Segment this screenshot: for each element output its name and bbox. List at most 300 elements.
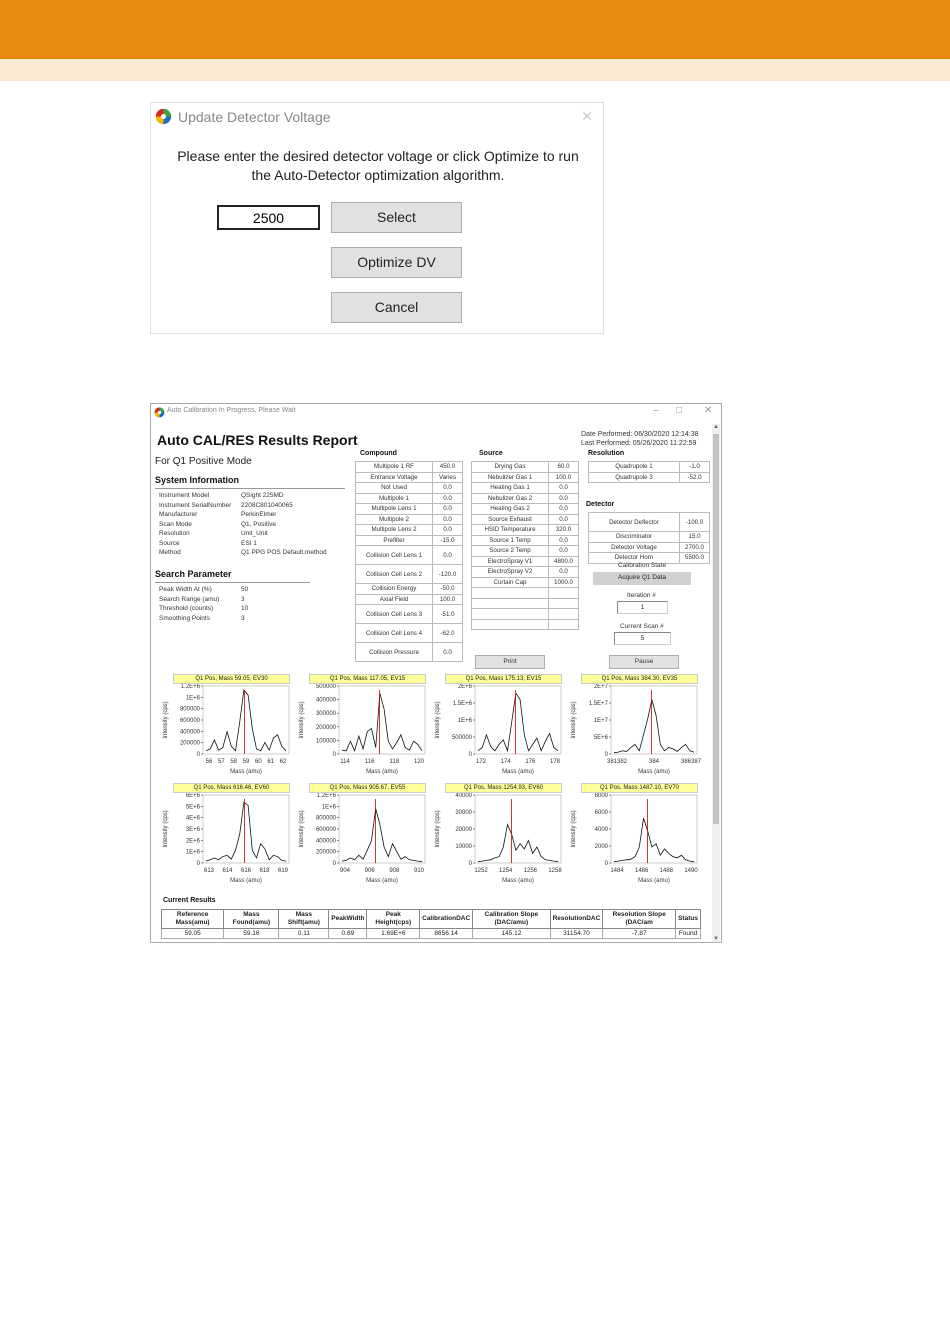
param-value: -120.0	[433, 565, 463, 584]
x-tick-label: 114	[340, 759, 350, 765]
param-value: 0.0	[433, 483, 463, 494]
y-tick-label: 5E+6	[185, 804, 200, 811]
param-name: Quadrupole 1	[589, 462, 680, 473]
param-value: Varies	[433, 472, 463, 483]
y-axis-label: Intensity (cps)	[299, 701, 305, 739]
plot-frame	[203, 795, 289, 863]
y-tick-label: 0	[196, 861, 200, 867]
table-row	[589, 542, 710, 553]
param-name: HSID Temperature	[472, 525, 549, 536]
param-value: PerkinElmer	[241, 511, 277, 518]
x-tick-label: 118	[389, 759, 400, 765]
param-value: 10	[241, 605, 249, 612]
table-row	[589, 532, 710, 543]
optimize-dv-button[interactable]: Optimize DV	[331, 247, 462, 278]
compound-heading: Compound	[360, 450, 397, 457]
iteration-label: Iteration #	[627, 592, 656, 599]
table-row	[356, 594, 463, 605]
y-tick-label: 2E+6	[185, 838, 200, 845]
x-tick-label: 174	[500, 759, 511, 765]
spectrum-plot	[569, 684, 701, 776]
param-name: Drying Gas	[472, 462, 549, 473]
y-axis-label: Intensity (cps)	[571, 810, 577, 848]
table-row	[472, 504, 579, 515]
vertical-scrollbar[interactable]	[712, 424, 720, 942]
y-axis-label: Intensity (cps)	[435, 701, 441, 739]
param-name: ElectroSpray V2	[472, 567, 549, 578]
table-row	[472, 577, 579, 588]
y-tick-label: 2000	[594, 844, 608, 850]
table-cell: 145.12	[473, 929, 550, 939]
y-axis-label: Intensity (cps)	[163, 810, 169, 848]
param-row	[159, 520, 327, 530]
table-row	[356, 483, 463, 494]
x-tick-label: 908	[389, 868, 400, 874]
param-value: 5500.0	[680, 553, 710, 564]
table-row	[472, 514, 579, 525]
table-row	[356, 643, 463, 662]
table-row	[356, 525, 463, 536]
param-value: -15.0	[433, 535, 463, 546]
compound-table	[355, 461, 463, 662]
spectrum-plot	[297, 684, 429, 776]
pause-button[interactable]: Pause	[609, 655, 679, 669]
table-row	[589, 462, 710, 473]
x-tick-label: 1486	[634, 868, 649, 874]
x-tick-label: 1254	[498, 868, 513, 874]
window-titlebar	[151, 404, 721, 422]
param-value: 100.0	[549, 472, 579, 483]
scroll-down-icon[interactable]: ▼	[713, 936, 719, 942]
table-cell: 1.69E+6	[367, 929, 420, 939]
table-row	[356, 535, 463, 546]
x-axis-label: Mass (amu)	[230, 878, 262, 884]
param-name: Detector Deflector	[589, 513, 680, 532]
print-button[interactable]: Print	[475, 655, 545, 669]
y-tick-label: 1E+6	[457, 718, 472, 724]
y-tick-label: 2E+6	[457, 684, 472, 690]
table-cell: -7.87	[603, 929, 676, 939]
param-name: Manufacturer	[159, 511, 198, 518]
param-name: Scan Mode	[159, 520, 192, 528]
spectrum-title: Q1 Pos, Mass 1254.93, EV60	[445, 783, 562, 793]
spectrum-plot	[297, 793, 429, 885]
y-axis-label: Intensity (cps)	[571, 701, 577, 739]
param-value: 0.0	[433, 493, 463, 504]
param-value: QSight 225MD	[241, 492, 284, 499]
param-name: Search Range (amu)	[159, 595, 220, 603]
x-tick-label: 1488	[659, 868, 674, 874]
plot-frame	[611, 686, 697, 754]
param-row	[159, 604, 248, 614]
y-tick-label: 1E+6	[321, 804, 336, 811]
empty-row	[472, 588, 579, 599]
param-value: 450.0	[433, 462, 463, 473]
table-row	[589, 472, 710, 483]
minimize-icon[interactable]: –	[653, 405, 659, 416]
table-row	[472, 556, 579, 567]
plot-frame	[475, 795, 561, 863]
x-tick-label: 386387	[680, 759, 701, 765]
param-name: Instrument Model	[159, 492, 210, 499]
source-table	[471, 461, 579, 630]
spectrum-title: Q1 Pos, Mass 175.13, EV15	[445, 674, 562, 684]
param-value: 0.0	[433, 643, 463, 662]
y-tick-label: 300000	[315, 711, 336, 718]
y-tick-label: 400000	[315, 697, 336, 704]
param-name: Peak Width At (%)	[159, 586, 212, 593]
system-info-list	[159, 491, 327, 558]
param-name: Collision Cell Lens 4	[356, 624, 433, 643]
current-results-table	[161, 909, 701, 939]
y-axis-label: Intensity (cps)	[299, 810, 305, 848]
param-value: 0.0	[433, 525, 463, 536]
param-name: Source 1 Temp	[472, 535, 549, 546]
param-name: Multipole 1	[356, 493, 433, 504]
y-tick-label: 1.5E+6	[452, 701, 472, 707]
spectrum-title: Q1 Pos, Mass 616.46, EV60	[173, 783, 290, 793]
plot-frame	[611, 795, 697, 863]
y-tick-label: 200000	[315, 849, 336, 856]
y-axis-label: Intensity (cps)	[435, 810, 441, 848]
param-value: 15.0	[680, 532, 710, 543]
table-row	[356, 565, 463, 584]
report-mode: For Q1 Positive Mode	[155, 456, 252, 467]
table-row	[472, 525, 579, 536]
param-row	[159, 510, 327, 520]
param-name: Nebulizer Gas 2	[472, 493, 549, 504]
y-tick-label: 800000	[315, 815, 336, 822]
search-parameter-list	[159, 585, 248, 623]
param-name: Multipole 2	[356, 514, 433, 525]
table-row	[472, 493, 579, 504]
table-row	[356, 605, 463, 624]
close-icon[interactable]: ✕	[704, 405, 713, 416]
param-name: Source 2 Temp	[472, 546, 549, 557]
param-name: Axial Field	[356, 594, 433, 605]
table-cell: 31154.70	[550, 929, 603, 939]
table-row	[356, 493, 463, 504]
column-header: Mass Shift(amu)	[279, 910, 329, 929]
param-name: Multipole 1 RF	[356, 462, 433, 473]
x-tick-label: 62	[279, 759, 287, 765]
y-tick-label: 200000	[315, 724, 336, 731]
y-tick-label: 500000	[315, 684, 336, 690]
param-name: Entrance Voltage	[356, 472, 433, 483]
x-tick-label: 57	[217, 759, 225, 765]
y-tick-label: 0	[604, 861, 608, 867]
detector-voltage-input[interactable]	[217, 205, 320, 230]
table-row	[472, 483, 579, 494]
param-name: Multipole Lens 2	[356, 525, 433, 536]
x-tick-label: 614	[222, 868, 233, 874]
x-tick-label: 613	[203, 868, 215, 874]
y-tick-label: 3E+6	[185, 827, 200, 833]
x-tick-label: 1252	[474, 868, 488, 874]
param-value: 3	[241, 614, 245, 622]
param-name: Heating Gas 1	[472, 483, 549, 494]
dialog-title: Update Detector Voltage	[178, 109, 331, 125]
param-value: -52.0	[680, 472, 710, 483]
param-value: Q1 PPG POS Default.method	[241, 549, 327, 556]
y-tick-label: 6000	[594, 810, 608, 816]
table-cell: 59.16	[224, 929, 279, 939]
x-tick-label: 910	[413, 868, 425, 874]
select-button[interactable]: Select	[331, 202, 462, 233]
param-row	[159, 529, 327, 539]
plot-frame	[339, 795, 425, 863]
param-name: Source	[159, 539, 180, 547]
param-value: 50	[241, 586, 249, 593]
current-scan-value: 5	[614, 632, 671, 645]
x-tick-label: 1258	[548, 868, 562, 874]
system-info-heading: System Information	[155, 475, 240, 485]
param-value: -62.0	[433, 624, 463, 643]
x-tick-label: 58	[230, 759, 238, 765]
last-performed: Last Performed: 05/26/2020 11:22:59	[581, 440, 697, 447]
param-value: 2700.0	[680, 542, 710, 553]
report-heading: Auto CAL/RES Results Report	[157, 432, 358, 448]
x-tick-label: 618	[259, 868, 270, 874]
x-axis-label: Mass (amu)	[502, 878, 534, 884]
y-tick-label: 500000	[451, 735, 472, 741]
x-tick-label: 116	[364, 759, 375, 765]
scroll-up-icon[interactable]: ▲	[713, 424, 719, 430]
x-tick-label: 172	[475, 759, 487, 765]
param-name: Collision Cell Lens 2	[356, 565, 433, 584]
spectrum-plot	[161, 684, 293, 776]
param-value: 0.0	[549, 546, 579, 557]
y-tick-label: 2E+7	[593, 684, 608, 690]
param-value: 320.0	[549, 525, 579, 536]
spectrum-plot	[569, 793, 701, 885]
table-row	[356, 514, 463, 525]
y-tick-label: 0	[332, 861, 336, 867]
param-row	[159, 501, 327, 511]
resolution-heading: Resolution	[588, 450, 625, 457]
table-row	[589, 513, 710, 532]
x-tick-label: 56	[205, 759, 213, 765]
y-tick-label: 400000	[315, 838, 336, 845]
y-tick-label: 0	[468, 752, 472, 758]
param-value: 0.0	[549, 567, 579, 578]
param-value: 0.0	[433, 514, 463, 525]
y-tick-label: 400000	[179, 729, 200, 736]
param-value: 0.0	[549, 483, 579, 494]
brand-top-bar	[0, 0, 950, 59]
y-tick-label: 1.2E+6	[180, 684, 200, 690]
param-value: 0.0	[549, 504, 579, 515]
y-tick-label: 0	[604, 752, 608, 758]
spectrum-panel	[297, 783, 429, 886]
x-axis-label: Mass (amu)	[366, 769, 398, 775]
update-detector-voltage-dialog	[150, 102, 604, 334]
y-tick-label: 100000	[315, 738, 336, 745]
table-row	[356, 472, 463, 483]
x-tick-label: 1490	[684, 868, 698, 874]
auto-calibration-window	[150, 403, 722, 943]
param-name: Collision Pressure	[356, 643, 433, 662]
y-tick-label: 0	[196, 752, 200, 758]
param-name: Curtain Cap	[472, 577, 549, 588]
param-name: Collision Cell Lens 3	[356, 605, 433, 624]
spectrum-title: Q1 Pos, Mass 59.05, EV30	[173, 674, 290, 684]
window-title: Auto Calibration In Progress, Please Wait	[167, 407, 296, 414]
y-tick-label: 600000	[179, 718, 200, 724]
current-results-heading: Current Results	[163, 897, 216, 904]
y-tick-label: 200000	[179, 740, 200, 747]
x-tick-label: 60	[254, 759, 262, 765]
y-tick-label: 20000	[455, 827, 472, 833]
spectrum-plot	[161, 793, 293, 885]
column-header: Status	[676, 910, 701, 929]
column-header: PeakWidth	[329, 910, 367, 929]
spectrum-panel	[569, 783, 701, 886]
param-name: Resolution	[159, 530, 190, 537]
table-row	[356, 584, 463, 595]
param-name: Not Used	[356, 483, 433, 494]
divider	[155, 488, 345, 489]
column-header: Reference Mass(amu)	[162, 910, 224, 929]
x-tick-label: 381382	[606, 759, 628, 765]
param-value: Q1, Positive	[241, 520, 277, 528]
param-name: ElectroSpray V1	[472, 556, 549, 567]
detector-heading: Detector	[586, 501, 615, 508]
x-tick-label: 120	[413, 759, 425, 765]
x-axis-label: Mass (amu)	[366, 878, 398, 884]
spectrum-title: Q1 Pos, Mass 905.67, EV55	[309, 783, 426, 793]
param-row	[159, 595, 248, 605]
column-header: ResolutionDAC	[550, 910, 603, 929]
calibration-state-label: Calibration State	[618, 562, 667, 569]
param-name: Nebulizer Gas 1	[472, 472, 549, 483]
param-name: Method	[159, 549, 181, 556]
spectrum-title: Q1 Pos, Mass 117.05, EV15	[309, 674, 426, 684]
param-value: 3	[241, 595, 245, 603]
y-tick-label: 5E+6	[593, 735, 608, 741]
x-axis-label: Mass (amu)	[230, 769, 262, 775]
empty-row	[472, 619, 579, 630]
column-header: Mass Found(amu)	[224, 910, 279, 929]
param-name: Detector Voltage	[589, 542, 680, 553]
y-tick-label: 1E+7	[593, 718, 608, 724]
table-cell: 0.69	[329, 929, 367, 939]
x-tick-label: 178	[549, 759, 561, 765]
y-tick-label: 1.5E+7	[588, 701, 608, 707]
table-row	[472, 462, 579, 473]
table-cell: 0.11	[279, 929, 329, 939]
spectrum-panel	[569, 674, 701, 777]
column-header: CalibrationDAC	[420, 910, 473, 929]
app-logo-icon	[154, 407, 165, 418]
param-value: -51.0	[433, 605, 463, 624]
param-row	[159, 585, 248, 595]
source-heading: Source	[479, 450, 503, 457]
dialog-message-line1: Please enter the desired detector voltage or click Optimize to run	[177, 148, 579, 164]
param-value: 2208C801040065	[241, 501, 293, 509]
y-tick-label: 30000	[455, 810, 472, 816]
close-icon[interactable]: ✕	[581, 108, 593, 124]
param-name: Prefilter	[356, 535, 433, 546]
date-performed: Date Performed: 06/30/2020 12:14:38	[581, 431, 699, 438]
param-row	[159, 491, 327, 501]
y-tick-label: 8000	[594, 793, 608, 799]
x-tick-label: 61	[267, 759, 275, 765]
table-cell: 8656.14	[420, 929, 473, 939]
resolution-table	[588, 461, 710, 483]
dialog-message	[151, 147, 605, 185]
maximize-icon[interactable]: □	[676, 405, 683, 416]
spectrum-title: Q1 Pos, Mass 1487.10, EV70	[581, 783, 698, 793]
table-row	[356, 462, 463, 473]
param-name: Heating Gas 2	[472, 504, 549, 515]
divider	[155, 582, 310, 583]
table-row	[356, 624, 463, 643]
x-tick-label: 176	[525, 759, 536, 765]
search-parameter-heading: Search Parameter	[155, 569, 232, 579]
report-dates	[581, 430, 699, 448]
x-tick-label: 59	[242, 759, 250, 765]
param-value: -1.0	[680, 462, 710, 473]
x-tick-label: 1256	[523, 868, 538, 874]
param-value: -50.0	[433, 584, 463, 595]
y-tick-label: 1E+6	[185, 849, 200, 856]
y-tick-label: 0	[332, 752, 336, 758]
table-row	[472, 472, 579, 483]
param-value: 0.0	[433, 504, 463, 515]
param-value: 0.0	[549, 514, 579, 525]
x-axis-label: Mass (amu)	[638, 769, 670, 775]
y-tick-label: 0	[468, 861, 472, 867]
spectrum-panel	[161, 783, 293, 886]
table-row	[356, 546, 463, 565]
spectrum-panel	[433, 783, 565, 886]
x-tick-label: 616	[240, 868, 252, 874]
param-value: 1000.0	[549, 577, 579, 588]
table-row	[356, 504, 463, 515]
y-tick-label: 1E+6	[185, 695, 200, 702]
table-row	[472, 567, 579, 578]
param-value: 60.0	[549, 462, 579, 473]
spectrum-plot	[433, 684, 565, 776]
scroll-thumb[interactable]	[713, 434, 719, 824]
x-tick-label: 384	[648, 759, 660, 765]
empty-row	[472, 609, 579, 620]
x-axis-label: Mass (amu)	[502, 769, 534, 775]
param-name: Collision Energy	[356, 584, 433, 595]
y-tick-label: 4E+6	[185, 815, 200, 822]
app-logo-icon	[155, 108, 172, 125]
y-tick-label: 1.2E+6	[316, 793, 336, 799]
param-name: Source Exhaust	[472, 514, 549, 525]
column-header: Calibration Slope (DAC/amu)	[473, 910, 550, 929]
x-tick-label: 904	[339, 868, 351, 874]
table-row	[472, 546, 579, 557]
spectrum-plot	[433, 793, 565, 885]
y-tick-label: 40000	[455, 793, 472, 799]
param-name: Threshold (counts)	[159, 605, 214, 612]
current-scan-label: Current Scan #	[620, 623, 664, 630]
param-name: Quadrupole 3	[589, 472, 680, 483]
x-tick-label: 906	[364, 868, 375, 874]
y-tick-label: 800000	[179, 706, 200, 713]
brand-sub-bar	[0, 59, 950, 81]
x-axis-label: Mass (amu)	[638, 878, 670, 884]
x-tick-label: 1484	[610, 868, 624, 874]
y-axis-label: Intensity (cps)	[163, 701, 169, 739]
y-tick-label: 4000	[594, 827, 608, 833]
cancel-button[interactable]: Cancel	[331, 292, 462, 323]
